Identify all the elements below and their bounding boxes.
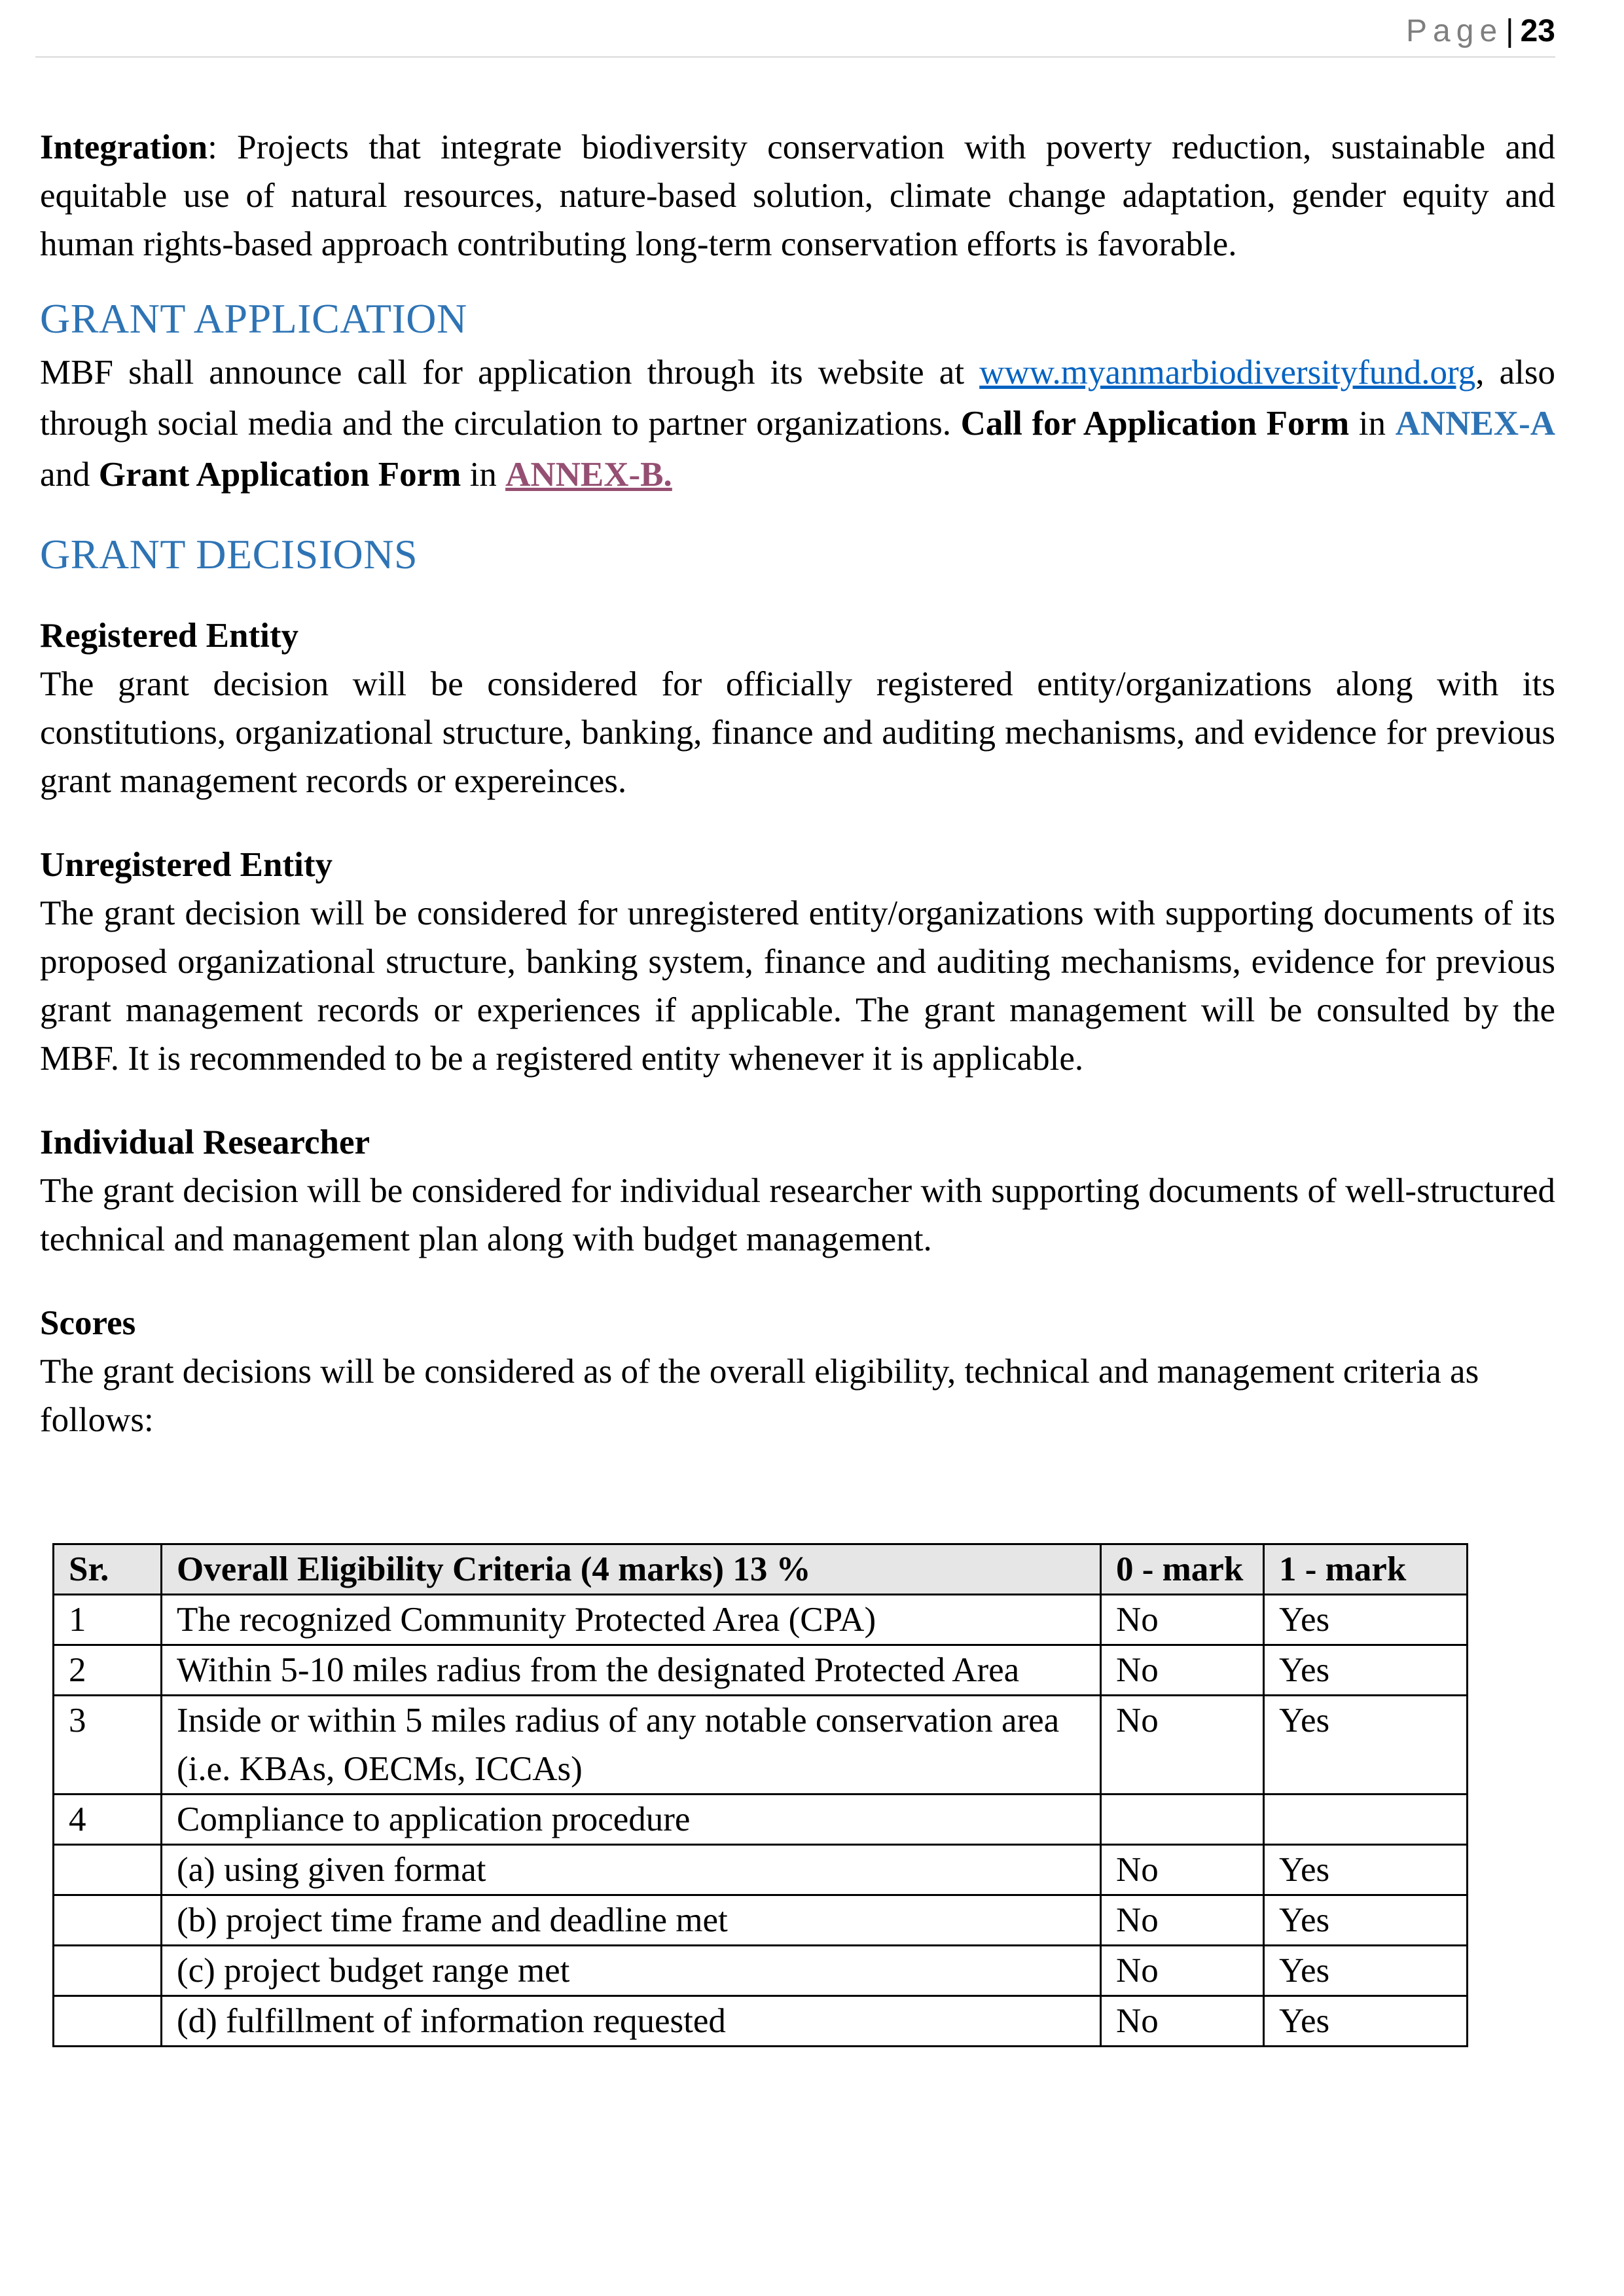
scores-heading: Scores: [40, 1304, 136, 1342]
registered-entity-heading: Registered Entity: [40, 617, 298, 655]
sr-cell: [54, 1996, 162, 2047]
grant-application-paragraph: [40, 347, 1555, 500]
one-mark-cell: Yes: [1264, 1845, 1468, 1895]
one-mark-cell: Yes: [1264, 1645, 1468, 1696]
individual-researcher-text: The grant decision will be considered for individual researcher with supporting documents of well-structured technical and management plan along with budget management.: [40, 1172, 1555, 1258]
annex-a-label: ANNEX-A: [1395, 405, 1555, 443]
zero-mark-cell: No: [1101, 1645, 1264, 1696]
zero-mark-cell: No: [1101, 1946, 1264, 1996]
call-form-label: Call for Application Form: [960, 405, 1350, 443]
table-row: [54, 1996, 1468, 2047]
scores-text: The grant decisions will be considered as of the overall eligibility, technical and management criteria as follows:: [40, 1353, 1479, 1439]
criteria-cell: Inside or within 5 miles radius of any notable conservation area (i.e. KBAs, OECMs, ICCAs): [162, 1696, 1101, 1795]
sr-cell: 2: [54, 1645, 162, 1696]
one-mark-cell: Yes: [1264, 1696, 1468, 1795]
eligibility-criteria-table: [52, 1543, 1468, 2047]
header-criteria: Overall Eligibility Criteria (4 marks) 13 %: [162, 1544, 1101, 1595]
page-separator: |: [1506, 14, 1514, 48]
zero-mark-cell: No: [1101, 1696, 1264, 1795]
individual-researcher-heading: Individual Researcher: [40, 1123, 370, 1161]
grant-application-text: MBF shall announce call for application through its website at: [40, 354, 980, 392]
table-row: [54, 1696, 1468, 1795]
table-row: [54, 1946, 1468, 1996]
sr-cell: [54, 1946, 162, 1996]
grant-application-title: GRANT APPLICATION: [40, 295, 467, 342]
header-one-mark: 1 - mark: [1264, 1544, 1468, 1595]
page-number-label: [1406, 13, 1555, 50]
sr-cell: [54, 1845, 162, 1895]
annex-b-link[interactable]: ANNEX-B.: [505, 456, 672, 494]
one-mark-cell: Yes: [1264, 1895, 1468, 1946]
criteria-cell: The recognized Community Protected Area (CPA): [162, 1595, 1101, 1645]
sr-cell: [54, 1895, 162, 1946]
criteria-cell: Within 5-10 miles radius from the designated Protected Area: [162, 1645, 1101, 1696]
zero-mark-cell: No: [1101, 1845, 1264, 1895]
unregistered-entity-heading: Unregistered Entity: [40, 846, 333, 884]
zero-mark-cell: [1101, 1795, 1264, 1845]
zero-mark-cell: No: [1101, 1595, 1264, 1645]
and-text: and: [40, 456, 99, 494]
grant-form-label: Grant Application Form: [98, 456, 461, 494]
sr-cell: 4: [54, 1795, 162, 1845]
one-mark-cell: [1264, 1795, 1468, 1845]
one-mark-cell: Yes: [1264, 1946, 1468, 1996]
zero-mark-cell: No: [1101, 1895, 1264, 1946]
one-mark-cell: Yes: [1264, 1996, 1468, 2047]
page-number: 23: [1520, 14, 1555, 48]
one-mark-cell: Yes: [1264, 1595, 1468, 1645]
integration-term: Integration: [40, 128, 208, 166]
in-text-2: in: [461, 456, 506, 494]
table-row: [54, 1895, 1468, 1946]
criteria-cell: (b) project time frame and deadline met: [162, 1895, 1101, 1946]
grant-decisions-title: GRANT DECISIONS: [40, 531, 418, 577]
integration-text: : Projects that integrate biodiversity conservation with poverty reduction, sustainable and equitable use of natural resources, nature-based solution, climate change adaptation, gender equity and human rights-based approach contributing long-term conservation efforts is favorable.: [40, 128, 1555, 263]
in-text: in: [1349, 405, 1396, 443]
table-row: [54, 1795, 1468, 1845]
grant-application-text-2: , also through social media and the circulation to partner organizations.: [40, 354, 1555, 443]
integration-paragraph: [40, 123, 1555, 268]
unregistered-entity-text: The grant decision will be considered for unregistered entity/organizations with supporting documents of its proposed organizational structure, banking system, finance and auditing mechanisms, evidence for previous grant management records or experiences if applicable. The grant management will be consulted by the MBF. It is recommended to be a registered entity whenever it is applicable.: [40, 894, 1555, 1078]
header-zero-mark: 0 - mark: [1101, 1544, 1264, 1595]
header-sr: Sr.: [54, 1544, 162, 1595]
criteria-cell: (a) using given format: [162, 1845, 1101, 1895]
sr-cell: 3: [54, 1696, 162, 1795]
document-body: [40, 123, 1555, 1444]
criteria-cell: Compliance to application procedure: [162, 1795, 1101, 1845]
table-row: [54, 1845, 1468, 1895]
table-row: [54, 1595, 1468, 1645]
zero-mark-cell: No: [1101, 1996, 1264, 2047]
sr-cell: 1: [54, 1595, 162, 1645]
table-header-row: [54, 1544, 1468, 1595]
registered-entity-text: The grant decision will be considered for officially registered entity/organizations along with its constitutions, organizational structure, banking, finance and auditing mechanisms, and evidence for previous grant management records or expereinces.: [40, 665, 1555, 800]
website-link[interactable]: www.myanmarbiodiversityfund.org: [979, 354, 1476, 392]
criteria-cell: (d) fulfillment of information requested: [162, 1996, 1101, 2047]
page-word: Page: [1406, 14, 1504, 48]
page-header: [35, 9, 1555, 58]
table-row: [54, 1645, 1468, 1696]
criteria-cell: (c) project budget range met: [162, 1946, 1101, 1996]
